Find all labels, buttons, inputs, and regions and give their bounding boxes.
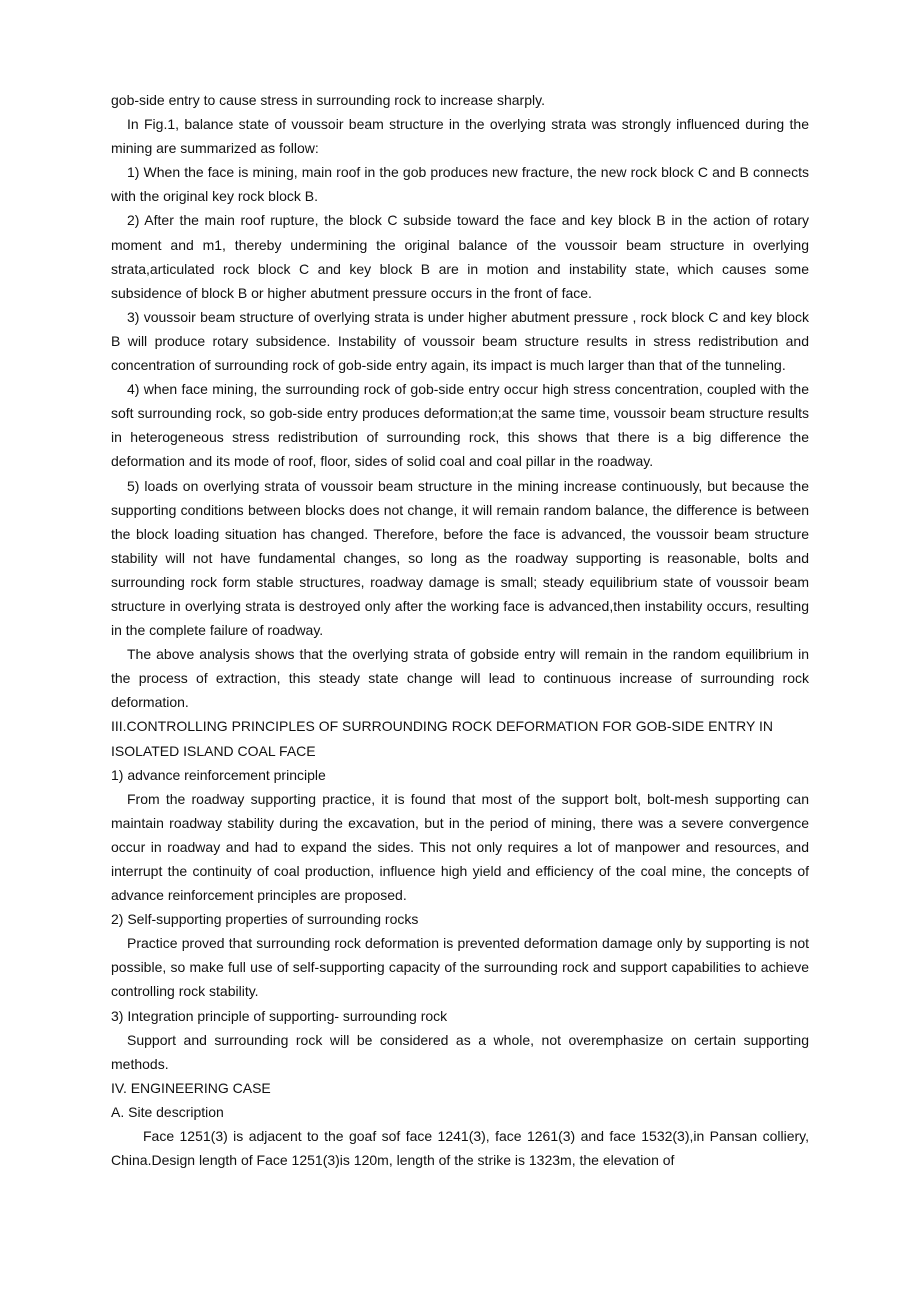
paragraph-advance-reinforcement: From the roadway supporting practice, it is found that most of the support bolt, bolt-mesh supporting can maintain roadway stability during the excavation, but in the period of mining, there was a severe convergence occur in roadway and had to expand the sides. This not only requires a lot of manpower and resources, and interrupt the continuity of coal production, influence high yield and efficiency of the coal mine, the concepts of advance reinforcement principles are proposed. [111,790,809,904]
subsection-heading-site-description: A. Site description [111,1103,224,1120]
paragraph-fig1-intro: In Fig.1, balance state of voussoir beam structure in the overlying strata was strongly influenced during the mining are summarized as follow: [111,116,809,157]
section-heading-iii: III.CONTROLLING PRINCIPLES OF SURROUNDING ROCK DEFORMATION FOR GOB-SIDE ENTRY IN ISOLATED ISLAND COAL FACE [111,718,773,759]
paragraph-analysis: The above analysis shows that the overlying strata of gobside entry will remain in the random equilibrium in the process of extraction, this steady state change will lead to continuous increase of surrounding rock deformation. [111,646,809,711]
paragraph-self-supporting: Practice proved that surrounding rock deformation is prevented deformation damage only by supporting is not possible, so make full use of self-supporting capacity of the surrounding rock and support capabilities to achieve controlling rock stability. [111,935,809,1000]
subheading-self-supporting: 2) Self-supporting properties of surrounding rocks [111,911,419,928]
section-heading-iv: IV. ENGINEERING CASE [111,1079,271,1096]
list-item-5: 5) loads on overlying strata of voussoir beam structure in the mining increase continuously, but because the supporting conditions between blocks does not change, it will remain random balance, the difference is between the block loading situation has changed. Therefore, before the face is advanced, the voussoir beam structure stability will not have fundamental changes, so long as the roadway supporting is reasonable, bolts and surrounding rock form stable structures, roadway damage is small; steady equilibrium state of voussoir beam structure in overlying strata is destroyed only after the working face is advanced,then instability occurs, resulting in the complete failure of roadway. [111,477,809,639]
paragraph-continuation: gob-side entry to cause stress in surrounding rock to increase sharply. [111,92,545,108]
list-item-2: 2) After the main roof rupture, the block C subside toward the face and key block B in the action of rotary moment and m1, thereby undermining the original balance of the voussoir beam structure in overlying strata,articulated rock block C and key block B are in motion and instability state, which causes some subsidence of block B or higher abutment pressure occurs in the front of face. [111,212,809,301]
list-item-4: 4) when face mining, the surrounding rock of gob-side entry occur high stress concentration, coupled with the soft surrounding rock, so gob-side entry produces deformation;at the same time, voussoir beam structure results in heterogeneous stress redistribution of surrounding rock, this shows that there is a big difference the deformation and its mode of roof, floor, sides of solid coal and coal pillar in the roadway. [111,381,809,470]
paragraph-integration-principle: Support and surrounding rock will be considered as a whole, not overemphasize on certain supporting methods. [111,1031,809,1072]
paragraph-site-description: Face 1251(3) is adjacent to the goaf sof face 1241(3), face 1261(3) and face 1532(3),in Pansan colliery, China.Design length of Face 1251(3)is 120m, length of the strike is 1323m, the elevation of [111,1128,809,1169]
paper-page [111,88,809,1172]
subheading-integration-principle: 3) Integration principle of supporting- surrounding rock [111,1007,448,1024]
list-item-3: 3) voussoir beam structure of overlying strata is under higher abutment pressure , rock block C and key block B will produce rotary subsidence. Instability of voussoir beam structure results in stress redistribution and concentration of surrounding rock of gob-side entry again, its impact is much larger than that of the tunneling. [111,308,809,374]
subheading-advance-reinforcement: 1) advance reinforcement principle [111,766,326,783]
list-item-1: 1) When the face is mining, main roof in the gob produces new fracture, the new rock block C and B connects with the original key rock block B. [111,164,809,205]
